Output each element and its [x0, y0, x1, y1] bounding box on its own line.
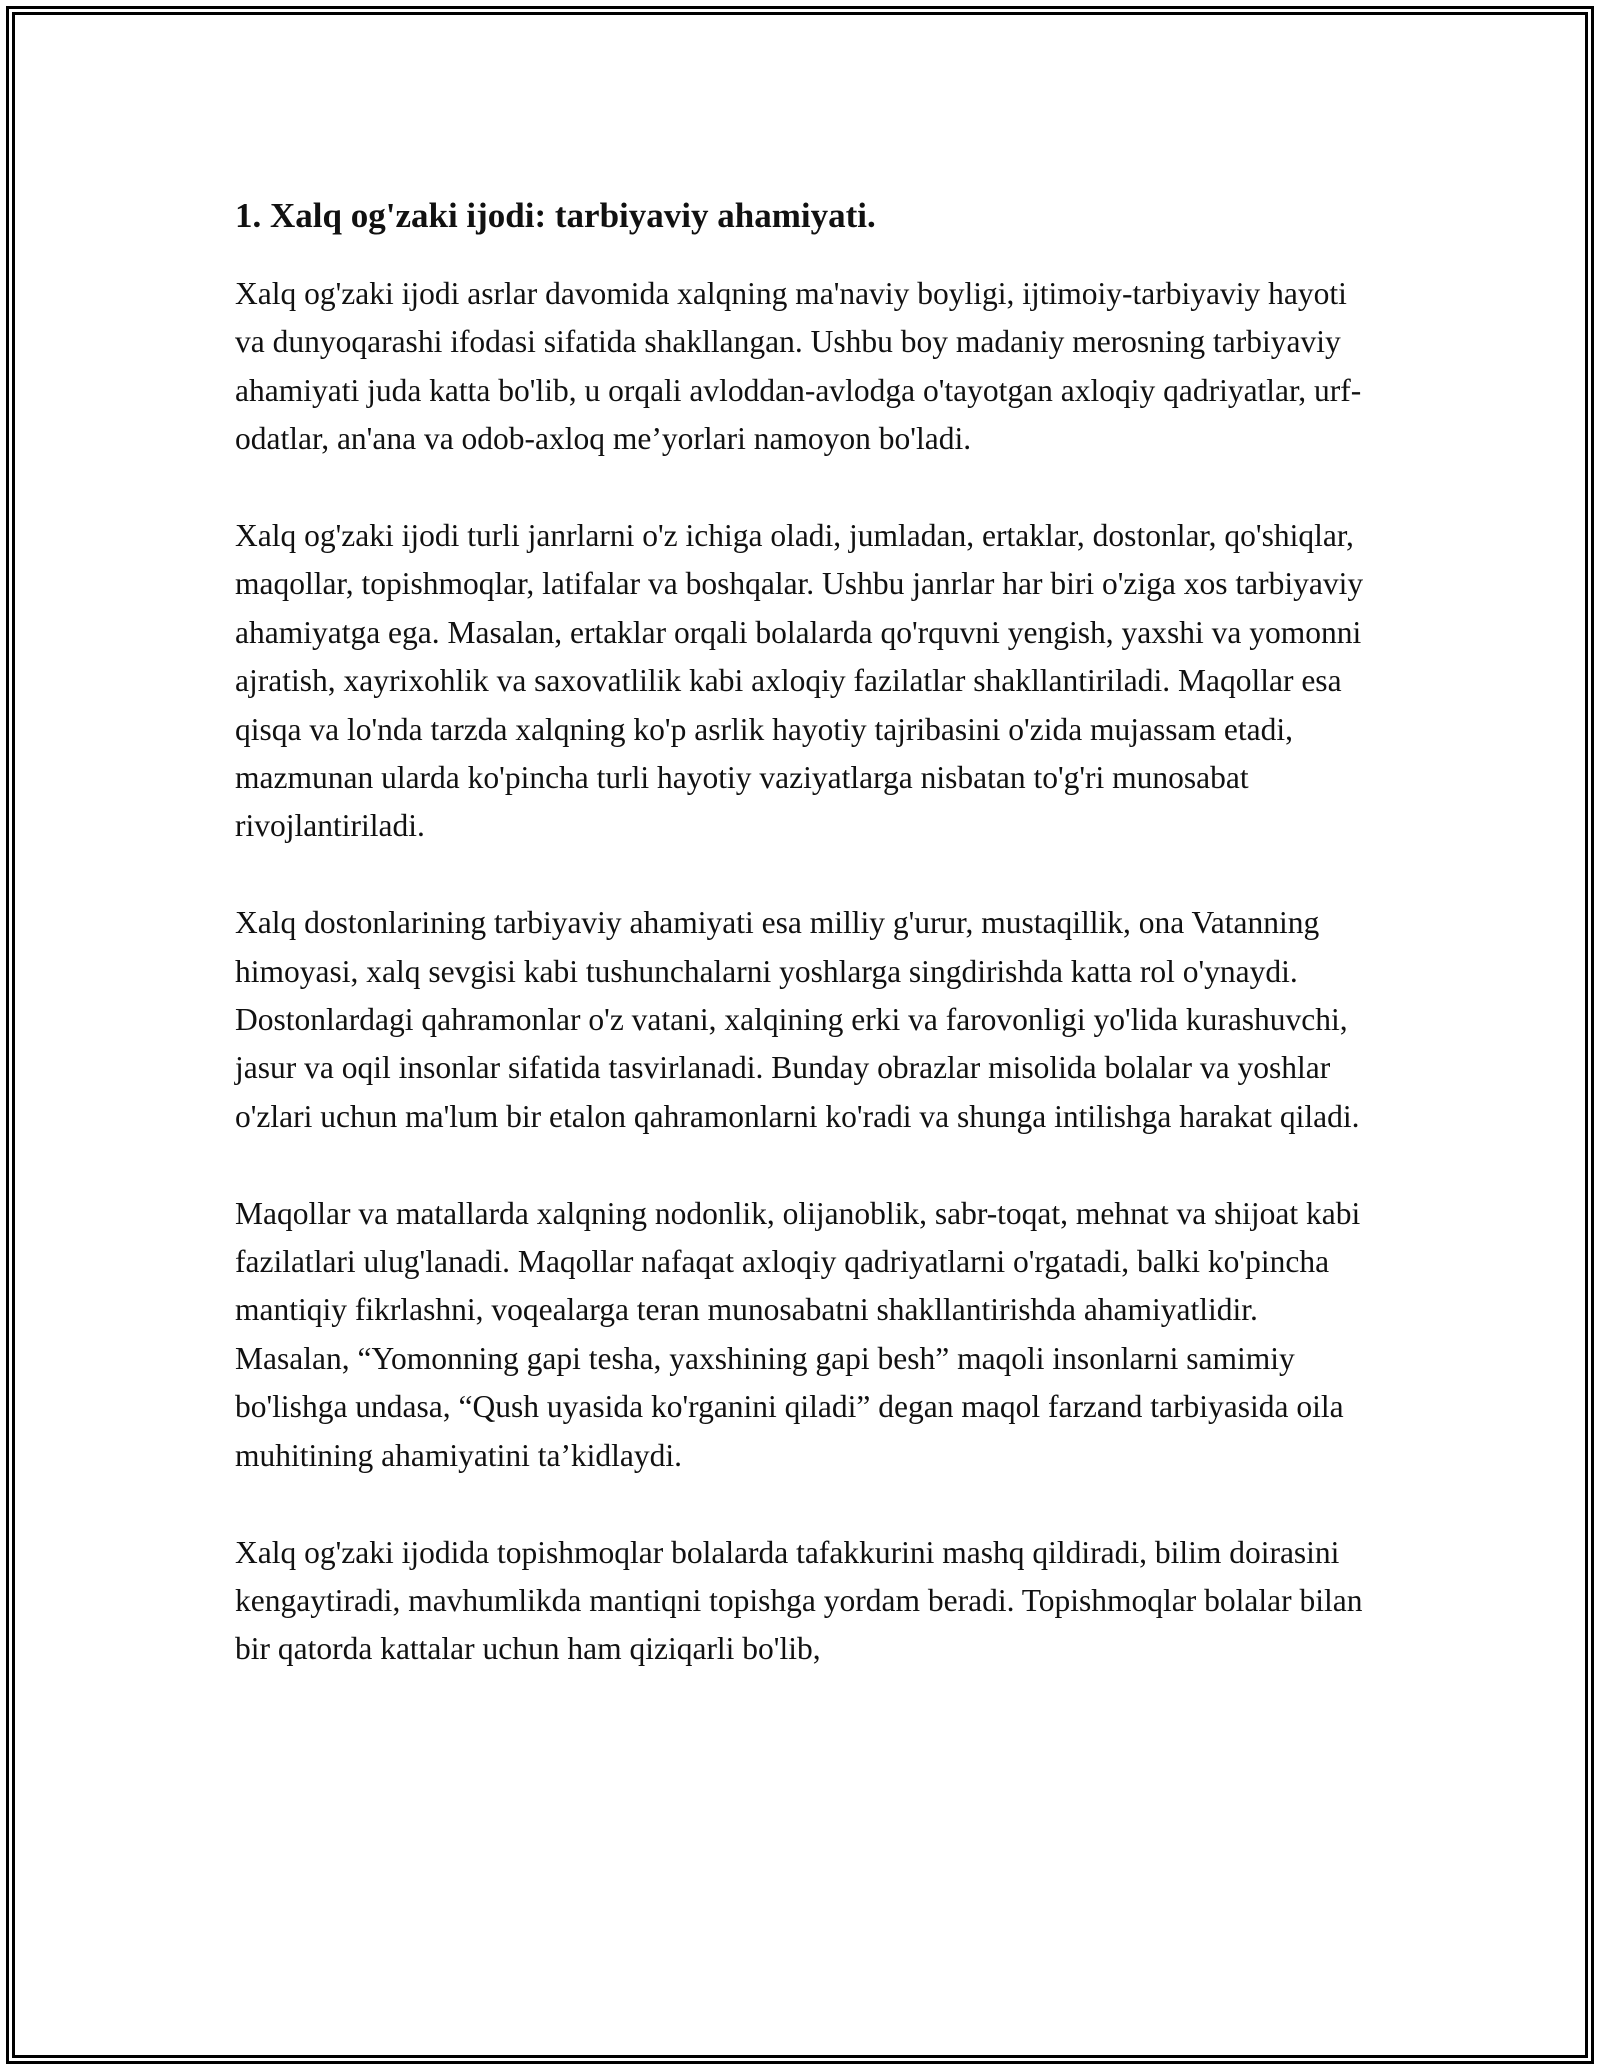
- paragraph-2: Xalq og'zaki ijodi turli janrlarni o'z ichiga oladi, jumladan, ertaklar, dostonlar, qo'shiqlar, maqollar, topishmoqlar, latifalar va boshqalar. Ushbu janrlar har biri o'ziga xos tarbiyaviy ahamiyatga ega. Masalan, ertaklar orqali bolalarda qo'rquvni yengish, yaxshi va yomonni ajratish, xayrixohlik va saxovatlilik kabi axloqiy fazilatlar shakllantiriladi. Maqollar esa qisqa va lo'nda tarzda xalqning ko'p asrlik hayotiy tajribasini o'zida mujassam etadi, mazmunan ularda ko'pincha turli hayotiy vaziyatlarga nisbatan to'g'ri munosabat rivojlantiriladi.: [235, 518, 1364, 844]
- paragraph-4: Maqollar va matallarda xalqning nodonlik, olijanoblik, sabr-toqat, mehnat va shijoat kabi fazilatlari ulug'lanadi. Maqollar nafaqat axloqiy qadriyatlarni o'rgatadi, balki ko'pincha mantiqiy fikrlashni, voqealarga teran munosabatni shakllantirishda ahamiyatlidir. Masalan, “Yomonning gapi tesha, yaxshining gapi besh” maqoli insonlarni samimiy bo'lishga undasa, “Qush uyasida ko'rganini qiladi” degan maqol farzand tarbiyasida oila muhitining ahamiyatini ta’kidlaydi.: [235, 1195, 1361, 1473]
- paragraph-5: Xalq og'zaki ijodida topishmoqlar bolalarda tafakkurini mashq qildiradi, bilim doirasini kengaytiradi, mavhumlikda mantiqni topishga yordam beradi. Topishmoqlar bolalar bilan bir qatorda kattalar uchun ham qiziqarli bo'lib,: [235, 1534, 1363, 1667]
- paragraph-3: Xalq dostonlarining tarbiyaviy ahamiyati esa milliy g'urur, mustaqillik, ona Vatanning himoyasi, xalq sevgisi kabi tushunchalarni yoshlarga singdirishda katta rol o'ynaydi. Dostonlardagi qahramonlar o'z vatani, xalqining erki va farovonligi yo'lida kurashuvchi, jasur va oqil insonlar sifatida tasvirlanadi. Bunday obrazlar misolida bolalar va yoshlar o'zlari uchun ma'lum bir etalon qahramonlarni ko'radi va shunga intilishga harakat qiladi.: [235, 905, 1360, 1134]
- paragraph-1: Xalq og'zaki ijodi asrlar davomida xalqning ma'naviy boyligi, ijtimoiy-tarbiyaviy hayoti va dunyoqarashi ifodasi sifatida shakllangan. Ushbu boy madaniy merosning tarbiyaviy ahamiyati juda katta bo'lib, u orqali avloddan-avlodga o'tayotgan axloqiy qadriyatlar, urf-odatlar, an'ana va odob-axloq me’yorlari namoyon bo'ladi.: [235, 276, 1362, 457]
- section-heading: 1. Xalq og'zaki ijodi: tarbiyaviy ahamiyati.: [235, 196, 876, 235]
- document-body: [235, 190, 1375, 1722]
